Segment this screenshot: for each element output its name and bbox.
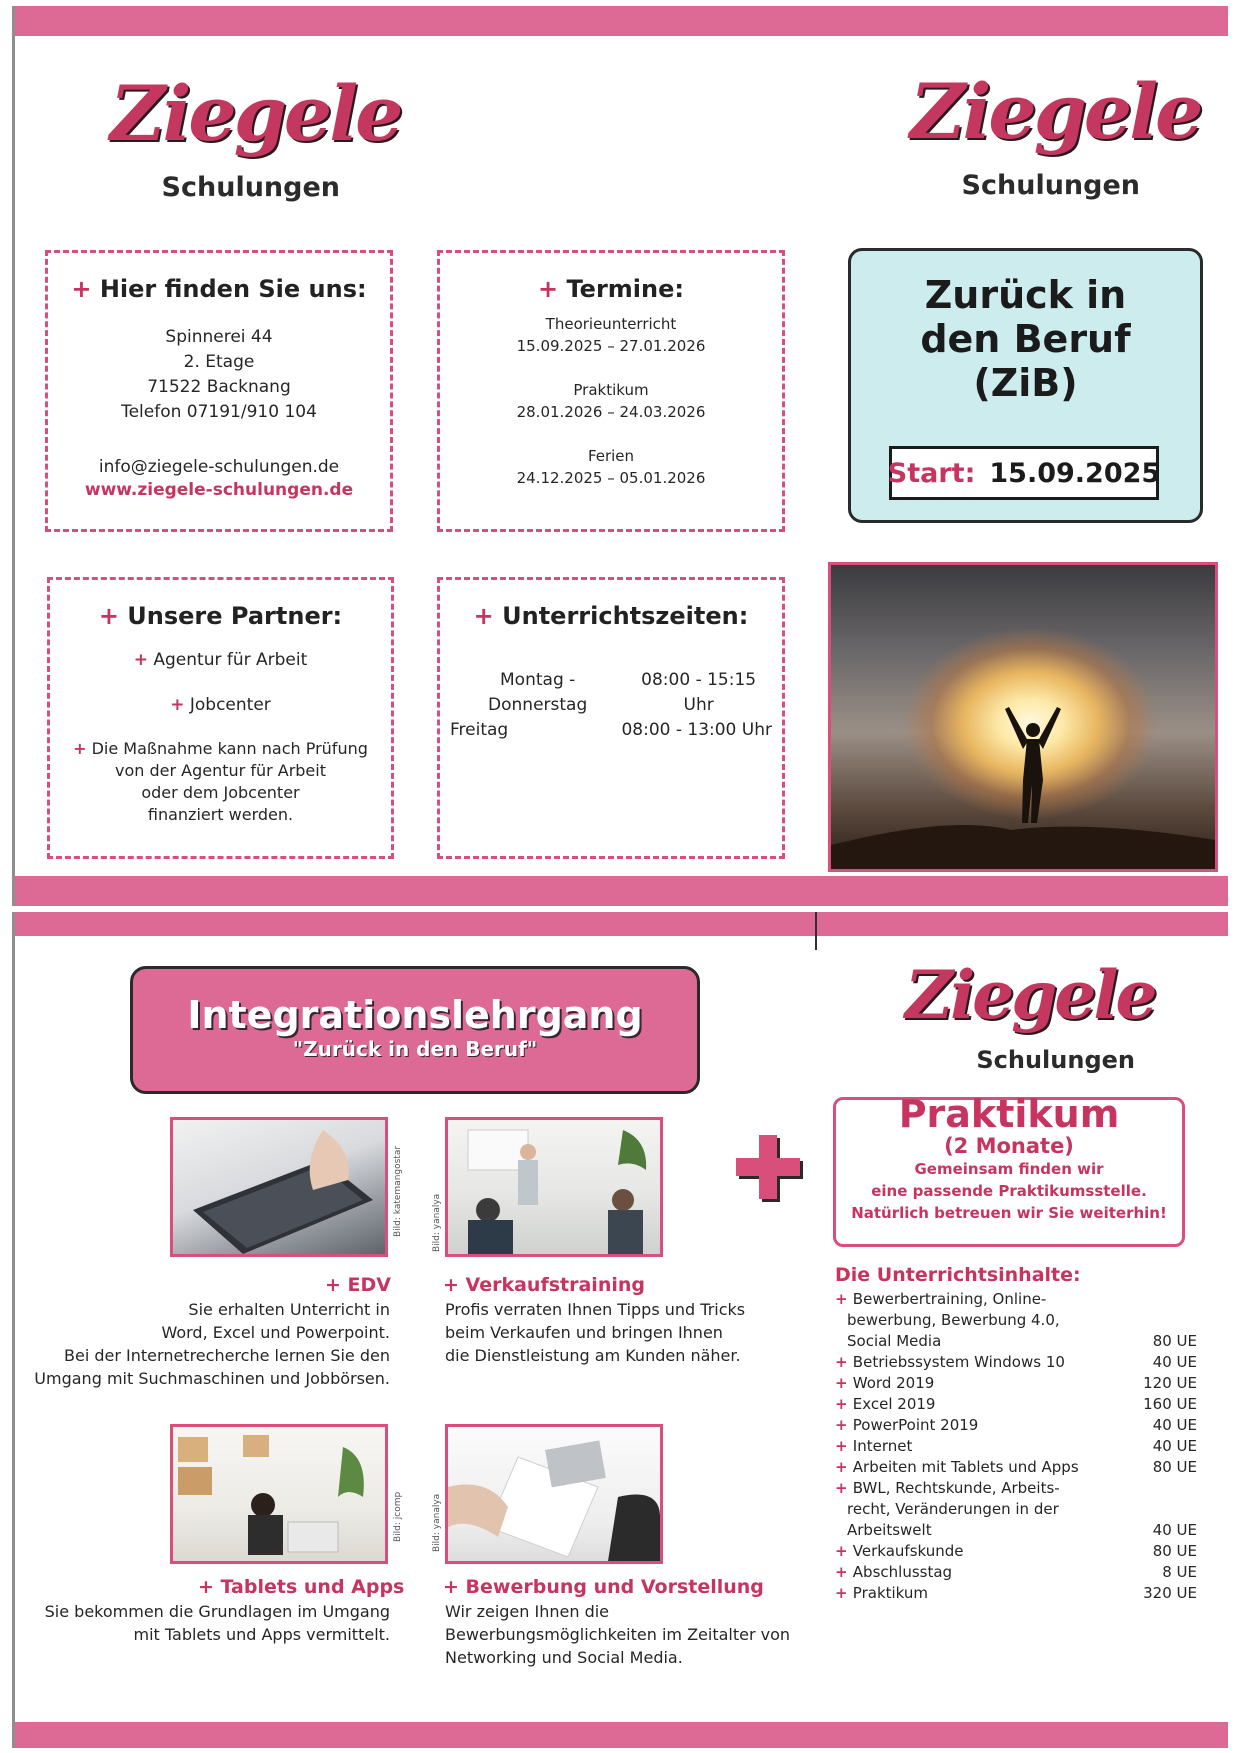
plus-icon: + bbox=[538, 275, 559, 303]
logo-script: Ziegele bbox=[905, 956, 1155, 1034]
dates-box bbox=[437, 250, 785, 532]
success-photo bbox=[828, 562, 1218, 872]
course-text-verkauf: Profis verraten Ihnen Tipps und Tricks beim Verkaufen und bringen Ihnen die Dienstleistung am Kunden näher. bbox=[445, 1300, 746, 1365]
contents-list bbox=[835, 1289, 1197, 1604]
contents-item-label: + BWL, Rechtskunde, Arbeits- recht, Veränderungen in der Arbeitswelt bbox=[835, 1479, 1060, 1539]
contents-item bbox=[835, 1352, 1197, 1373]
contents-item-hours: 160 UE bbox=[1143, 1395, 1197, 1413]
course-text-bewerbung: Wir zeigen Ihnen die Bewerbungsmöglichkeiten im Zeitalter von Networking und Social Media. bbox=[445, 1602, 791, 1667]
course-hero-box bbox=[848, 248, 1203, 523]
contents-item-hours: 120 UE bbox=[1143, 1374, 1197, 1392]
contents-item-label: + Betriebssystem Windows 10 bbox=[835, 1353, 1065, 1371]
internship-text: eine passende Praktikumsstelle. bbox=[871, 1182, 1147, 1200]
contents-item-label: + Praktikum bbox=[835, 1584, 929, 1602]
plus-icon: + bbox=[71, 275, 92, 303]
address-line: Spinnerei 44 bbox=[165, 327, 273, 347]
partner-item: + Agentur für Arbeit bbox=[133, 650, 308, 670]
funding-note: + Die Maßnahme kann nach Prüfung bbox=[73, 739, 368, 758]
date-range: 15.09.2025 – 27.01.2026 bbox=[516, 337, 706, 355]
bottom-pink-band bbox=[15, 1722, 1228, 1748]
plus-icon: + bbox=[835, 1395, 853, 1413]
logo-right bbox=[910, 67, 1201, 224]
laptop-photo bbox=[170, 1117, 388, 1257]
internship-text: Natürlich betreuen wir Sie weiterhin! bbox=[851, 1204, 1167, 1222]
logo-subtitle: Schulungen bbox=[161, 172, 340, 203]
course-banner bbox=[130, 966, 700, 1094]
internship-box bbox=[833, 1092, 1185, 1247]
image-credit: Bild: yanalya bbox=[432, 1193, 442, 1252]
contents-item bbox=[835, 1562, 1197, 1583]
contents-item bbox=[835, 1436, 1197, 1457]
contents-item-hours: 80 UE bbox=[1152, 1542, 1197, 1560]
schedule-title: + Unterrichtszeiten: bbox=[473, 602, 749, 630]
plus-icon: + bbox=[835, 1353, 853, 1371]
course-text-tablets: Sie bekommen die Grundlagen im Umgang mit Tablets und Apps vermittelt. bbox=[44, 1602, 390, 1644]
find-us-title: + Hier finden Sie uns: bbox=[71, 275, 367, 303]
dates-title: + Termine: bbox=[538, 275, 684, 303]
date-label: Praktikum bbox=[573, 381, 649, 399]
logo-left bbox=[110, 69, 401, 226]
flyer-page-inside bbox=[12, 912, 1228, 1748]
contents-item bbox=[835, 1478, 1197, 1541]
plus-icon: + bbox=[443, 1576, 459, 1598]
image-credit: Bild: yanalya bbox=[432, 1493, 442, 1552]
partner-item: + Jobcenter bbox=[170, 695, 271, 715]
internship-title: Praktikum bbox=[898, 1092, 1120, 1136]
contents-item bbox=[835, 1394, 1197, 1415]
plus-icon: + bbox=[73, 739, 87, 758]
plus-icon: + bbox=[325, 1274, 341, 1296]
email-link[interactable]: info@ziegele-schulungen.de bbox=[98, 457, 340, 477]
contents-item-label: + Excel 2019 bbox=[835, 1395, 936, 1413]
internship-text: Gemeinsam finden wir bbox=[914, 1160, 1104, 1178]
plus-icon: + bbox=[198, 1576, 214, 1598]
fold-mark bbox=[815, 912, 817, 950]
contents-item-hours: 40 UE bbox=[1152, 1437, 1197, 1455]
logo-script: Ziegele bbox=[110, 69, 401, 158]
plus-icon: + bbox=[835, 1563, 853, 1581]
banner-subtitle: "Zurück in den Beruf" bbox=[292, 1037, 538, 1061]
contents-item-hours: 40 UE bbox=[1152, 1416, 1197, 1434]
course-title-verkauf: + Verkaufstraining bbox=[443, 1274, 645, 1296]
plus-icon: + bbox=[835, 1374, 853, 1392]
top-pink-band bbox=[15, 6, 1228, 36]
phone-line: Telefon 07191/910 104 bbox=[121, 402, 317, 422]
partners-title: + Unsere Partner: bbox=[98, 602, 343, 630]
image-credit: Bild: jcomp bbox=[393, 1491, 403, 1542]
contents-item bbox=[835, 1583, 1197, 1604]
contents-item-hours: 40 UE bbox=[1152, 1521, 1197, 1539]
schedule-box bbox=[437, 577, 785, 859]
contents-item-hours: 80 UE bbox=[1152, 1458, 1197, 1476]
course-text-edv: Sie erhalten Unterricht in Word, Excel und Powerpoint. Bei der Internetrecherche lernen Sie den Umgang mit Suchmaschinen und Jobbörsen. bbox=[34, 1300, 390, 1388]
contents-item-label: + Arbeiten mit Tablets und Apps bbox=[835, 1458, 1079, 1476]
date-range: 28.01.2026 – 24.03.2026 bbox=[516, 403, 706, 421]
contents-item-label: + Verkaufskunde bbox=[835, 1542, 964, 1560]
plus-icon: + bbox=[98, 602, 119, 630]
logo-subtitle: Schulungen bbox=[976, 1046, 1135, 1074]
course-title-tablets: + Tablets und Apps bbox=[198, 1576, 405, 1598]
logo bbox=[905, 956, 1155, 1112]
contents-item bbox=[835, 1373, 1197, 1394]
silhouette-figure-icon bbox=[831, 565, 1215, 869]
top-pink-band bbox=[15, 912, 1228, 936]
funding-note: oder dem Jobcenter bbox=[141, 783, 300, 802]
contents-item-hours: 8 UE bbox=[1162, 1563, 1197, 1581]
banner-title: Integrationslehrgang bbox=[187, 993, 643, 1037]
website-link[interactable]: www.ziegele-schulungen.de bbox=[84, 480, 354, 500]
contents-item-label: + Internet bbox=[835, 1437, 913, 1455]
logo-script: Ziegele bbox=[910, 67, 1201, 156]
contents-item-label: + Bewerbertraining, Online- bewerbung, Bewerbung 4.0, Social Media bbox=[835, 1290, 1060, 1350]
bottom-pink-band bbox=[15, 876, 1228, 906]
logo-subtitle: Schulungen bbox=[961, 170, 1140, 201]
big-plus-icon bbox=[733, 1132, 803, 1202]
contents-item-hours: 320 UE bbox=[1143, 1584, 1197, 1602]
date-label: Theorieunterricht bbox=[545, 315, 677, 333]
application-photo bbox=[445, 1424, 663, 1564]
contents-item-label: + PowerPoint 2019 bbox=[835, 1416, 979, 1434]
plus-icon: + bbox=[835, 1458, 853, 1476]
find-us-box bbox=[45, 250, 393, 532]
flyer-page-front bbox=[12, 6, 1228, 906]
plus-icon: + bbox=[443, 1274, 459, 1296]
address-line: 2. Etage bbox=[183, 352, 255, 372]
course-title: Zurück in den Beruf (ZiB) bbox=[920, 273, 1131, 405]
schedule-row: Montag - Donnerstag 08:00 - 15:15 Uhr bbox=[488, 670, 757, 715]
start-label: Start: bbox=[887, 457, 976, 489]
schedule-row: Freitag 08:00 - 13:00 Uhr bbox=[450, 720, 772, 740]
contents-item bbox=[835, 1457, 1197, 1478]
plus-icon: + bbox=[835, 1479, 853, 1497]
contents-item-hours: 40 UE bbox=[1152, 1353, 1197, 1371]
contents-item-label: + Abschlusstag bbox=[835, 1563, 953, 1581]
contents-title: Die Unterrichtsinhalte: bbox=[835, 1264, 1081, 1286]
plus-icon: + bbox=[473, 602, 494, 630]
partners-box bbox=[47, 577, 394, 859]
funding-note: finanziert werden. bbox=[147, 805, 294, 824]
plus-icon: + bbox=[835, 1584, 853, 1602]
contents-item bbox=[835, 1289, 1197, 1352]
start-date-box bbox=[889, 446, 1159, 500]
contents-item-hours: 80 UE bbox=[1152, 1332, 1197, 1350]
contents-item bbox=[835, 1415, 1197, 1436]
image-credit: Bild: katemangostar bbox=[393, 1145, 403, 1237]
meeting-photo bbox=[445, 1117, 663, 1257]
contents-item-label: + Word 2019 bbox=[835, 1374, 935, 1392]
contents-item bbox=[835, 1541, 1197, 1562]
internship-duration: (2 Monate) bbox=[944, 1134, 1074, 1158]
plus-icon: + bbox=[133, 650, 148, 670]
date-label: Ferien bbox=[587, 447, 635, 465]
tablet-photo bbox=[170, 1424, 388, 1564]
funding-note: von der Agentur für Arbeit bbox=[115, 761, 326, 780]
course-title-bewerbung: + Bewerbung und Vorstellung bbox=[443, 1576, 764, 1598]
plus-icon: + bbox=[835, 1542, 853, 1560]
plus-icon: + bbox=[835, 1437, 853, 1455]
plus-icon: + bbox=[835, 1416, 853, 1434]
date-range: 24.12.2025 – 05.01.2026 bbox=[516, 469, 706, 487]
course-title-edv: + EDV bbox=[325, 1274, 392, 1296]
plus-icon: + bbox=[170, 695, 185, 715]
start-date: 15.09.2025 bbox=[989, 457, 1161, 489]
plus-icon: + bbox=[835, 1290, 853, 1308]
address-line: 71522 Backnang bbox=[147, 377, 291, 397]
